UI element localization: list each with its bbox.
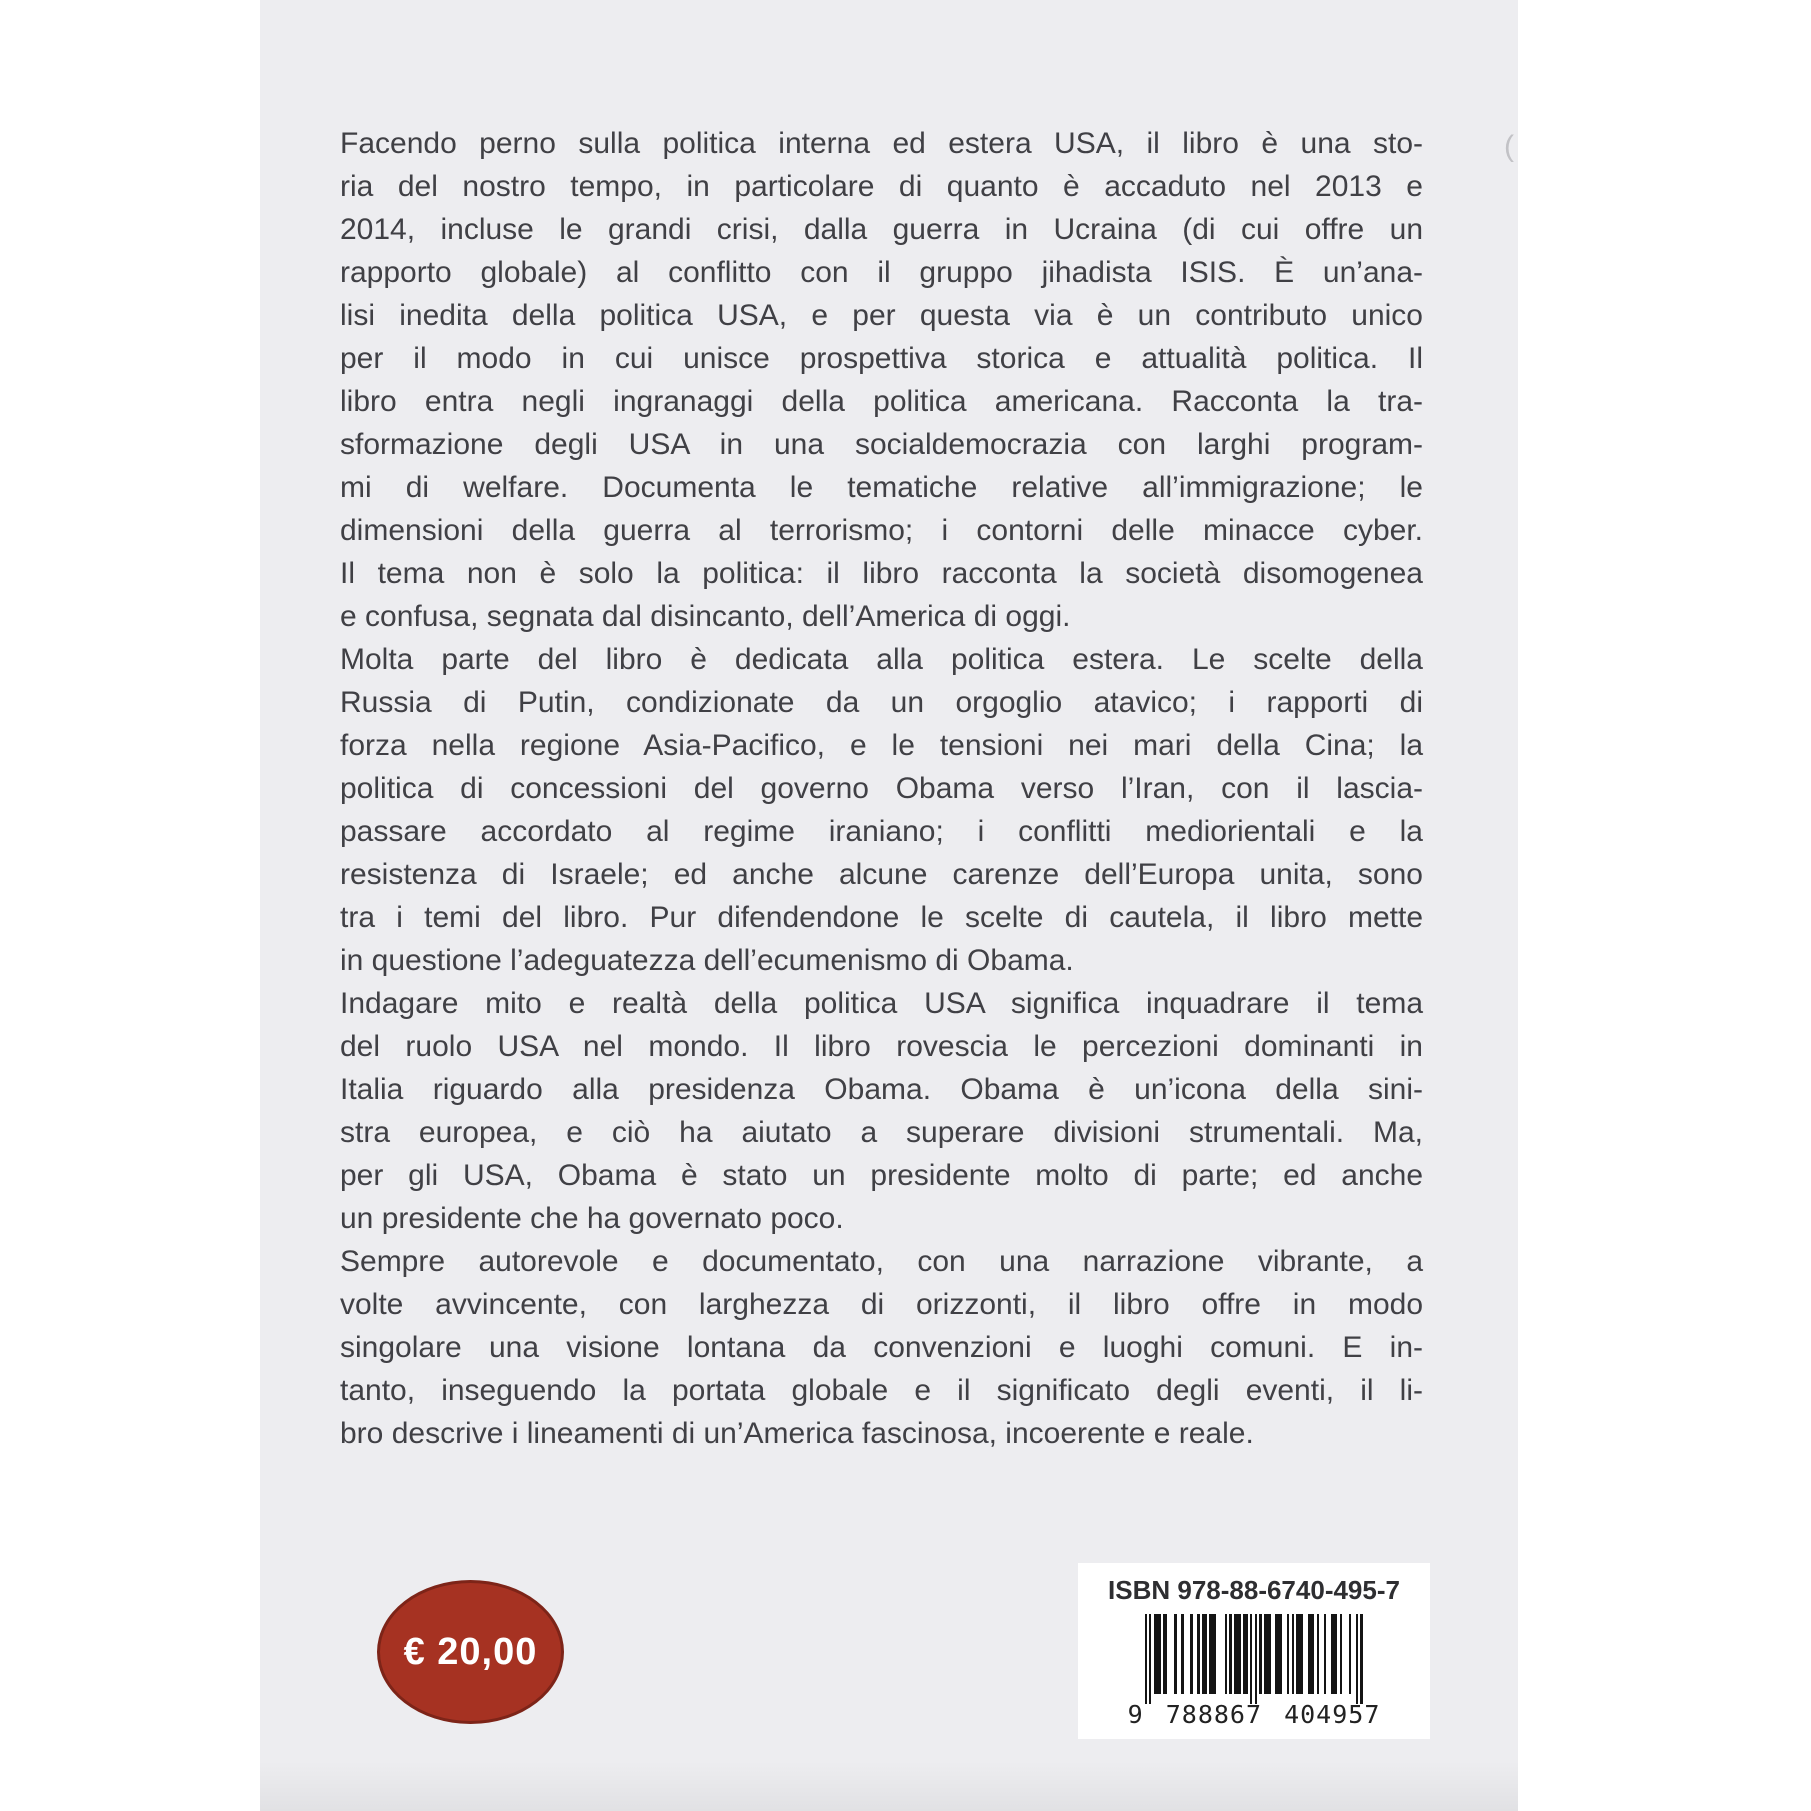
isbn-number-text: ISBN 978-88-6740-495-7 xyxy=(1108,1575,1400,1605)
text-line: un presidente che ha governato poco. xyxy=(340,1202,844,1235)
text-line: mi di welfare. Documenta le tematiche relative all’immigrazione; le xyxy=(340,471,1423,504)
text-line: per il modo in cui unisce prospettiva storica e attualità politica. Il xyxy=(340,342,1423,375)
text-line: rapporto globale) al conflitto con il gruppo jihadista ISIS. È un’ana- xyxy=(340,256,1423,289)
text-line: Il tema non è solo la politica: il libro racconta la società disomogenea xyxy=(340,557,1423,590)
text-line: Sempre autorevole e documentato, con una narrazione vibrante, a xyxy=(340,1245,1423,1278)
text-line: ria del nostro tempo, in particolare di quanto è accaduto nel 2013 e xyxy=(340,170,1423,203)
text-line: Indagare mito e realtà della politica USA significa inquadrare il tema xyxy=(340,987,1423,1020)
barcode-digits: 9 788867 404957 xyxy=(1127,1700,1381,1729)
ean-barcode xyxy=(1145,1614,1364,1694)
text-line: del ruolo USA nel mondo. Il libro rovescia le percezioni dominanti in xyxy=(340,1030,1423,1063)
price-badge xyxy=(377,1580,564,1724)
text-line: forza nella regione Asia-Pacifico, e le tensioni nei mari della Cina; la xyxy=(340,729,1423,762)
text-line: stra europea, e ciò ha aiutato a superare divisioni strumentali. Ma, xyxy=(340,1116,1423,1149)
text-line: e confusa, segnata dal disincanto, dell’America di oggi. xyxy=(340,600,1071,633)
barcode-bar xyxy=(1360,1614,1362,1704)
blurb xyxy=(340,122,1423,1455)
text-line: per gli USA, Obama è stato un presidente molto di parte; ed anche xyxy=(340,1159,1423,1192)
text-line: bro descrive i lineamenti di un’America fascinosa, incoerente e reale. xyxy=(340,1417,1254,1450)
text-line: Molta parte del libro è dedicata alla politica estera. Le scelte della xyxy=(340,643,1423,676)
text-line: Facendo perno sulla politica interna ed estera USA, il libro è una sto- xyxy=(340,127,1423,160)
text-line: in questione l’adeguatezza dell’ecumenismo di Obama. xyxy=(340,944,1074,977)
text-line: resistenza di Israele; ed anche alcune carenze dell’Europa unita, sono xyxy=(340,858,1423,891)
text-line: volte avvincente, con larghezza di orizzonti, il libro offre in modo xyxy=(340,1288,1423,1321)
text-line: dimensioni della guerra al terrorismo; i contorni delle minacce cyber. xyxy=(340,514,1423,547)
text-line: Italia riguardo alla presidenza Obama. Obama è un’icona della sini- xyxy=(340,1073,1423,1106)
text-line: politica di concessioni del governo Obama verso l’Iran, con il lascia- xyxy=(340,772,1423,805)
text-line: 2014, incluse le grandi crisi, dalla guerra in Ucraina (di cui offre un xyxy=(340,213,1423,246)
text-line: tanto, inseguendo la portata globale e il significato degli eventi, il li- xyxy=(340,1374,1423,1407)
text-line: tra i temi del libro. Pur difendendone le scelte di cautela, il libro mette xyxy=(340,901,1423,934)
print-artifact-mark: ( xyxy=(1504,130,1514,163)
text-line: lisi inedita della politica USA, e per questa via è un contributo unico xyxy=(340,299,1423,332)
price-label: € 20,00 xyxy=(403,1630,538,1673)
text-line: passare accordato al regime iraniano; i conflitti mediorientali e la xyxy=(340,815,1423,848)
book-back-cover xyxy=(260,0,1518,1811)
text-line: libro entra negli ingranaggi della politica americana. Racconta la tra- xyxy=(340,385,1423,418)
text-line: singolare una visione lontana da convenzioni e luoghi comuni. E in- xyxy=(340,1331,1423,1364)
isbn-block xyxy=(1078,1563,1430,1739)
text-line: sformazione degli USA in una socialdemocrazia con larghi program- xyxy=(340,428,1423,461)
text-line: Russia di Putin, condizionate da un orgoglio atavico; i rapporti di xyxy=(340,686,1423,719)
